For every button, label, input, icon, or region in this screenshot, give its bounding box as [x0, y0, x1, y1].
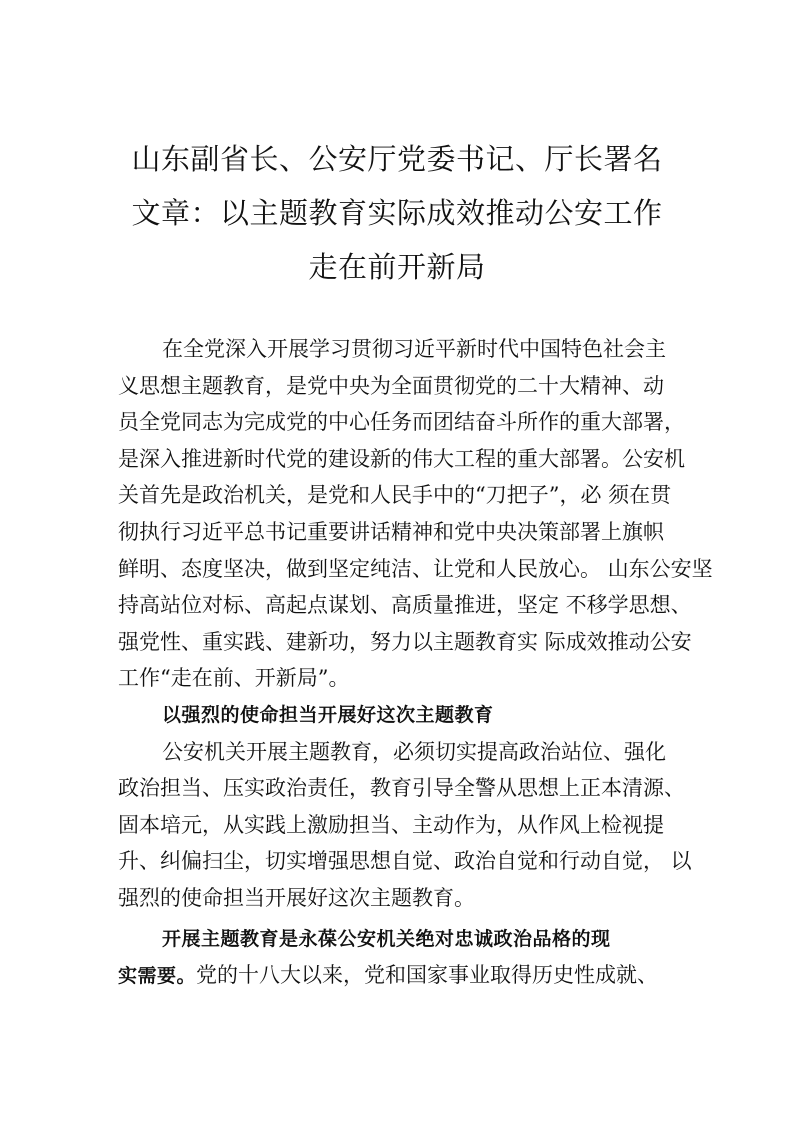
- section2-bold-line: 开展主题教育是永葆公安机关绝对忠诚政治品格的现: [162, 927, 611, 950]
- section1-line: 固本培元，从实践上激励担当、主动作为，从作风上检视提: [118, 812, 664, 837]
- intro-line: 员全党同志为完成党的中心任务而团结奋斗所作的重大部署，: [118, 410, 685, 435]
- section2-bold-lead: 实需要。: [118, 965, 197, 988]
- title-line-2: 文章：以主题教育实际成效推动公安工作: [131, 196, 663, 230]
- article-title: [100, 132, 694, 294]
- intro-line: 义思想主题教育，是党中央为全面贯彻党的二十大精神、动: [118, 373, 664, 398]
- intro-line: 在全党深入开展学习贯彻习近平新时代中国特色社会主: [162, 337, 666, 361]
- section-heading: 以强烈的使命担当开展好这次主题教育: [162, 703, 494, 726]
- intro-line: 关首先是政治机关，是党和人民手中的“刀把子”，必 须在贯: [118, 483, 672, 508]
- section2-text: 党的十八大以来，党和国家事业取得历史性成就、: [196, 963, 659, 988]
- intro-line: 工作“走在前、开新局”。: [118, 666, 350, 691]
- title-line-1: 山东副省长、公安厅党委书记、厅长署名: [131, 142, 663, 176]
- intro-line: 强党性、重实践、建新功，努力以主题教育实 际成效推动公安: [118, 629, 692, 654]
- title-line-3: 走在前开新局: [308, 250, 486, 284]
- section1-line: 政治担当、压实政治责任，教育引导全警从思想上正本清源、: [118, 776, 685, 801]
- intro-line: 鲜明、态度坚决，做到坚定纯洁、让党和人民放心。 山东公安坚: [118, 556, 713, 581]
- article-body: [118, 331, 713, 994]
- section1-line: 升、纠偏扫尘，切实增强思想自觉、政治自觉和行动自觉， 以: [118, 849, 692, 874]
- section1-line: 强烈的使命担当开展好这次主题教育。: [118, 885, 475, 910]
- intro-line: 持高站位对标、高起点谋划、高质量推进，坚定 不移学思想、: [118, 593, 692, 618]
- intro-line: 是深入推进新时代党的建设新的伟大工程的重大部署。公安机: [118, 446, 685, 471]
- section2-line: [118, 957, 708, 994]
- intro-line: 彻执行习近平总书记重要讲话精神和党中央决策部署上旗帜: [118, 519, 664, 544]
- section1-line: 公安机关开展主题教育，必须切实提高政治站位、强化: [162, 739, 666, 764]
